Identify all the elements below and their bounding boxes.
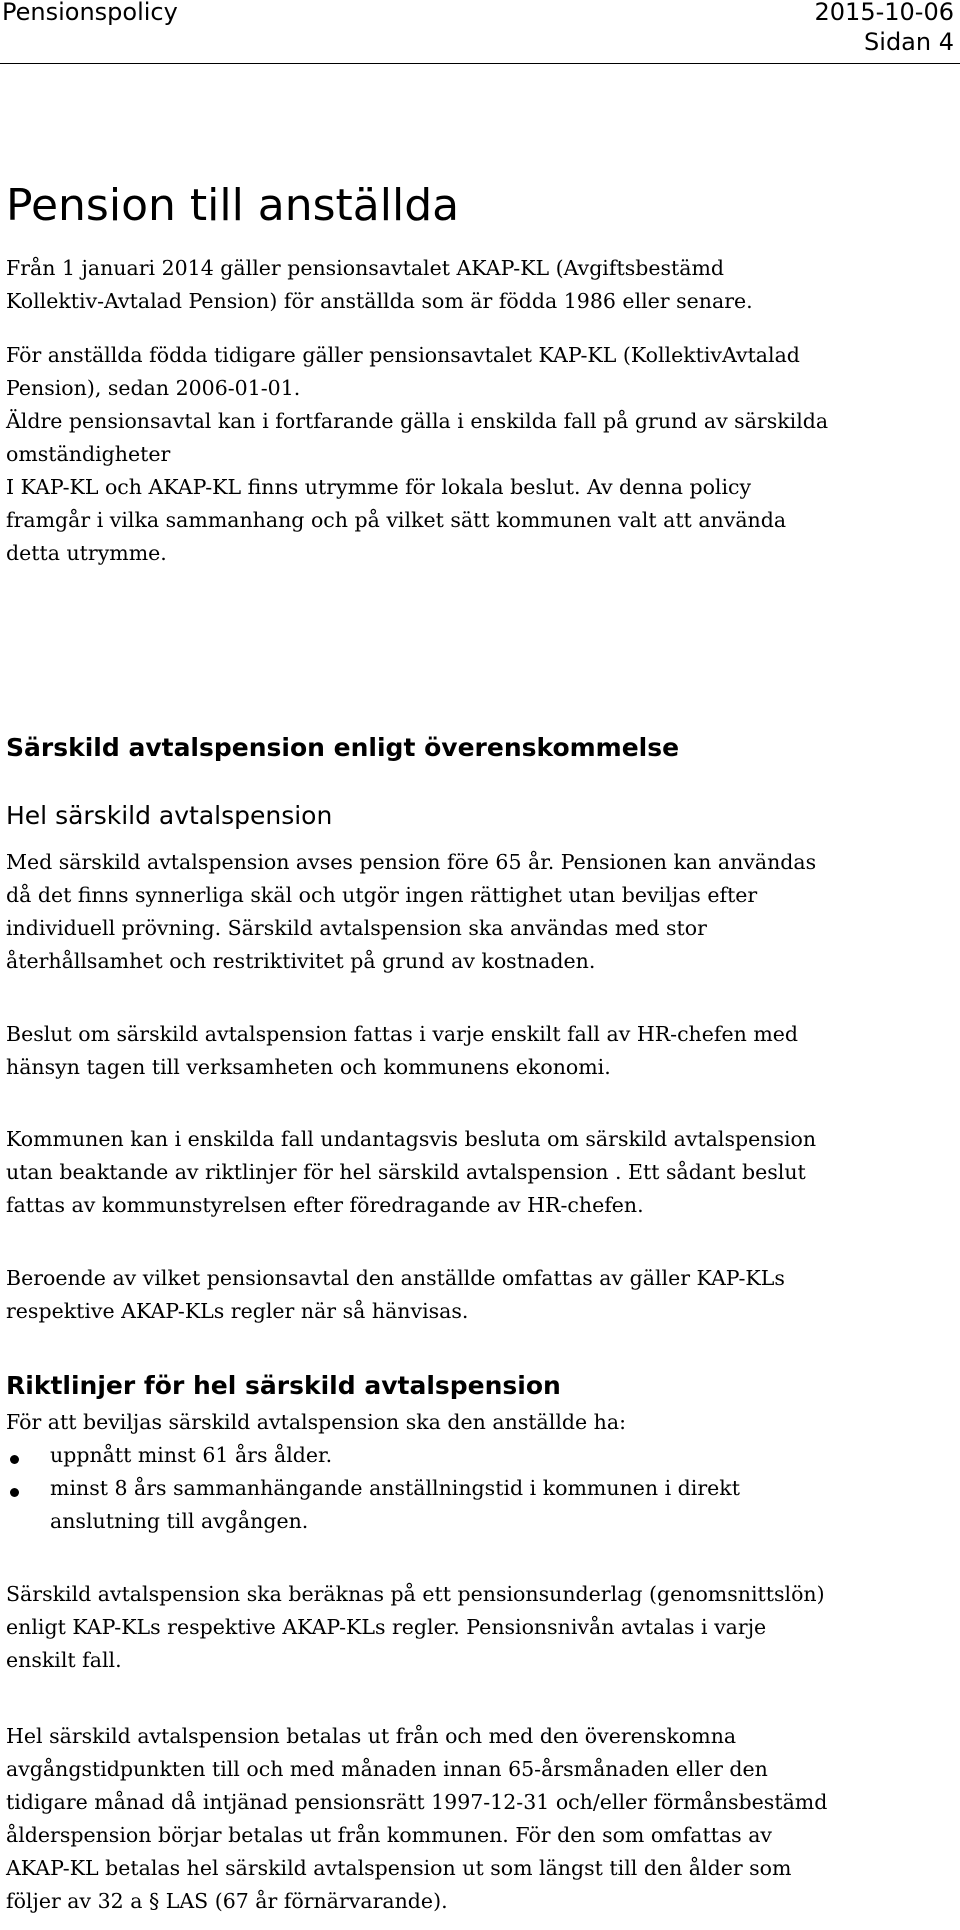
text-line: ålderspension börjar betalas ut från kommunen. För den som omfattas av [6,1823,773,1847]
guidelines-paragraph-1 [6,1578,956,1677]
list-item [50,1439,332,1472]
text-line: Beslut om särskild avtalspension fattas i varje enskilt fall av HR-chefen med [6,1022,799,1046]
text-line: Från 1 januari 2014 gäller pensionsavtalet AKAP-KL (Avgiftsbestämd [6,256,725,280]
document-date: 2015-10-06 [814,0,954,26]
text-line: fattas av kommunstyrelsen efter föredragande av HR-chefen. [6,1193,644,1217]
text-line: tidigare månad då intjänad pensionsrätt 1997-12-31 och/eller förmånsbestämd [6,1790,828,1814]
subsection-heading-full-pension: Hel särskild avtalspension [6,801,333,830]
page-heading: Pension till anställda [6,180,460,231]
text-line: enligt KAP-KLs respektive AKAP-KLs regler. Pensionsnivån avtalas i varje [6,1615,767,1639]
text-line: Särskild avtalspension ska beräknas på ett pensionsunderlag (genomsnittslön) [6,1582,825,1606]
text-line: anslutning till avgången. [50,1509,309,1533]
text-line: För anställda födda tidigare gäller pensionsavtalet KAP-KL (KollektivAvtalad [6,343,800,367]
text-line: enskilt fall. [6,1648,122,1672]
text-line: För att beviljas särskild avtalspension ska den anställde ha: [6,1410,626,1434]
guidelines-paragraph-2 [6,1720,956,1918]
text-line: individuell prövning. Särskild avtalspension ska användas med stor [6,916,707,940]
page-number: Sidan 4 [864,28,954,56]
intro-paragraph-2 [6,339,956,570]
section1-paragraph-3 [6,1123,956,1222]
text-line: återhållsamhet och restriktivitet på grund av kostnaden. [6,949,596,973]
page-header [0,0,960,62]
section1-paragraph-1 [6,846,956,978]
bullet-icon [10,1455,19,1464]
text-line: utan beaktande av riktlinjer för hel särskild avtalspension . Ett sådant beslut [6,1160,806,1184]
section1-paragraph-4 [6,1262,956,1328]
text-line: följer av 32 a § LAS (67 år förnärvarande). [6,1889,448,1913]
text-line: respektive AKAP-KLs regler när så hänvisas. [6,1299,469,1323]
text-line: Beroende av vilket pensionsavtal den anställde omfattas av gäller KAP-KLs [6,1266,785,1290]
text-line: Äldre pensionsavtal kan i fortfarande gälla i enskilda fall på grund av särskilda [6,409,829,433]
text-line: Hel särskild avtalspension betalas ut från och med den överenskomna [6,1724,737,1748]
text-line: avgångstidpunkten till och med månaden innan 65-årsmånaden eller den [6,1757,768,1781]
list-item [50,1472,740,1538]
text-line: Kollektiv-Avtalad Pension) för anställda som är födda 1986 eller senare. [6,289,753,313]
text-line: Kommunen kan i enskilda fall undantagsvis besluta om särskild avtalspension [6,1127,817,1151]
text-line: uppnått minst 61 års ålder. [50,1443,333,1467]
intro-paragraph-1 [6,252,956,318]
text-line: I KAP-KL och AKAP-KL finns utrymme för lokala beslut. Av denna policy [6,475,752,499]
header-divider [0,63,960,64]
text-line: AKAP-KL betalas hel särskild avtalspension ut som längst till den ålder som [6,1856,792,1880]
section-heading-special-pension: Särskild avtalspension enligt överenskommelse [6,733,680,762]
document-title: Pensionspolicy [2,0,178,26]
text-line: omständigheter [6,442,171,466]
text-line: hänsyn tagen till verksamheten och kommunens ekonomi. [6,1055,611,1079]
text-line: Pension), sedan 2006-01-01. [6,376,301,400]
bullet-icon [10,1488,19,1497]
section-heading-guidelines: Riktlinjer för hel särskild avtalspension [6,1371,561,1400]
text-line: Med särskild avtalspension avses pension före 65 år. Pensionen kan användas [6,850,817,874]
text-line: då det finns synnerliga skäl och utgör ingen rättighet utan beviljas efter [6,883,758,907]
guidelines-lead [6,1406,956,1439]
text-line: minst 8 års sammanhängande anställningstid i kommunen i direkt [50,1476,740,1500]
section1-paragraph-2 [6,1018,956,1084]
text-line: framgår i vilka sammanhang och på vilket sätt kommunen valt att använda [6,508,787,532]
text-line: detta utrymme. [6,541,167,565]
